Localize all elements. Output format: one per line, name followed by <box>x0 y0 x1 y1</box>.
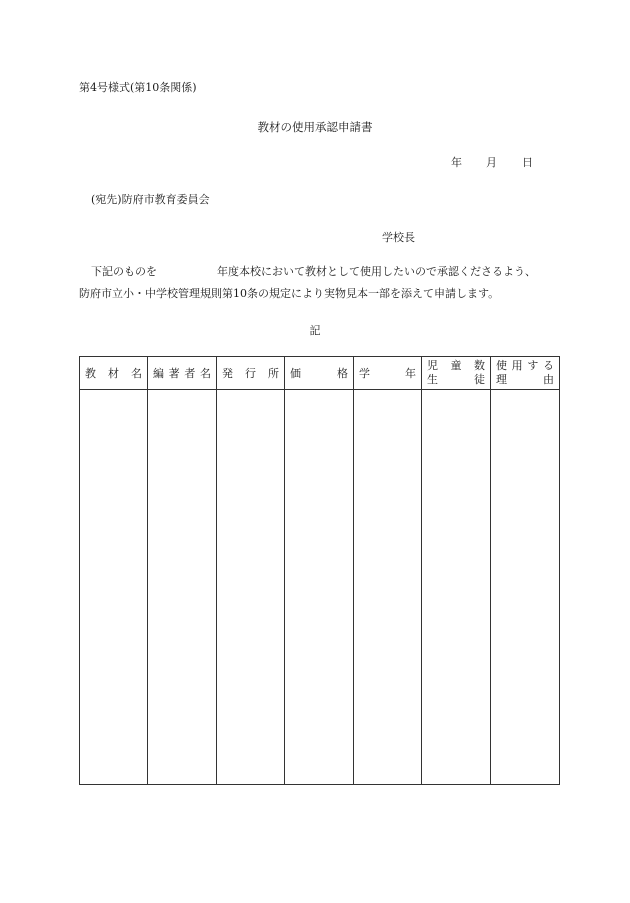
table-cell[interactable] <box>354 390 422 785</box>
header-char: 由 <box>543 373 554 386</box>
column-header <box>217 357 285 390</box>
header-line <box>427 374 485 386</box>
document-title: 教材の使用承認申請書 <box>257 120 373 134</box>
table-cell[interactable] <box>217 390 285 785</box>
table-header-row <box>80 357 560 390</box>
header-char: 教 <box>85 367 96 380</box>
principal-label: 学校長 <box>382 231 415 244</box>
header-char: 童 <box>450 359 462 373</box>
header-char: 名 <box>199 367 211 380</box>
header-char: 数 <box>474 359 485 373</box>
header-line <box>427 360 485 372</box>
date-month-label: 月 <box>486 156 497 169</box>
table-cell[interactable] <box>80 390 148 785</box>
header-line <box>496 374 554 386</box>
header-char: 格 <box>337 367 348 380</box>
header-char: 名 <box>131 367 142 380</box>
table-row <box>80 390 560 785</box>
header-char: 行 <box>245 367 256 380</box>
header-char: 用 <box>511 359 523 373</box>
table-cell[interactable] <box>148 390 217 785</box>
header-char: 学 <box>359 367 370 380</box>
header-char: る <box>542 359 554 373</box>
date-year-label: 年 <box>451 156 462 169</box>
table-body <box>80 390 560 785</box>
header-char: 徒 <box>474 373 485 386</box>
form-number: 第4号様式(第10条関係) <box>79 81 197 94</box>
date-day-label: 日 <box>522 156 533 169</box>
addressee: (宛先)防府市教育委員会 <box>91 193 210 206</box>
header-char: 著 <box>168 367 180 380</box>
column-header <box>285 357 354 390</box>
body-line1-suffix: 年度本校において教材として使用したいので承認くださるよう、 <box>217 265 536 278</box>
ki-heading: 記 <box>309 324 321 337</box>
column-header <box>354 357 422 390</box>
body-line2: 防府市立小・中学校管理規則第10条の規定により実物見本一部を添えて申請します。 <box>79 287 500 300</box>
header-char: 使 <box>496 359 507 373</box>
header-char: 編 <box>153 367 164 380</box>
table-cell[interactable] <box>285 390 354 785</box>
header-char: 発 <box>222 367 233 380</box>
table-cell[interactable] <box>422 390 491 785</box>
materials-table <box>79 356 560 785</box>
column-header <box>80 357 148 390</box>
header-char: 者 <box>184 367 196 380</box>
header-char: 生 <box>427 373 438 386</box>
header-line <box>496 360 554 372</box>
header-char: す <box>527 359 539 373</box>
header-char: 材 <box>108 367 119 380</box>
table-cell[interactable] <box>491 390 560 785</box>
header-char: 所 <box>268 367 279 380</box>
body-line1-prefix: 下記のものを <box>91 265 157 278</box>
column-header <box>148 357 217 390</box>
column-header <box>491 357 560 390</box>
header-char: 理 <box>496 373 507 386</box>
header-char: 年 <box>405 367 416 380</box>
header-char: 児 <box>427 359 438 373</box>
header-char: 価 <box>290 367 301 380</box>
column-header <box>422 357 491 390</box>
